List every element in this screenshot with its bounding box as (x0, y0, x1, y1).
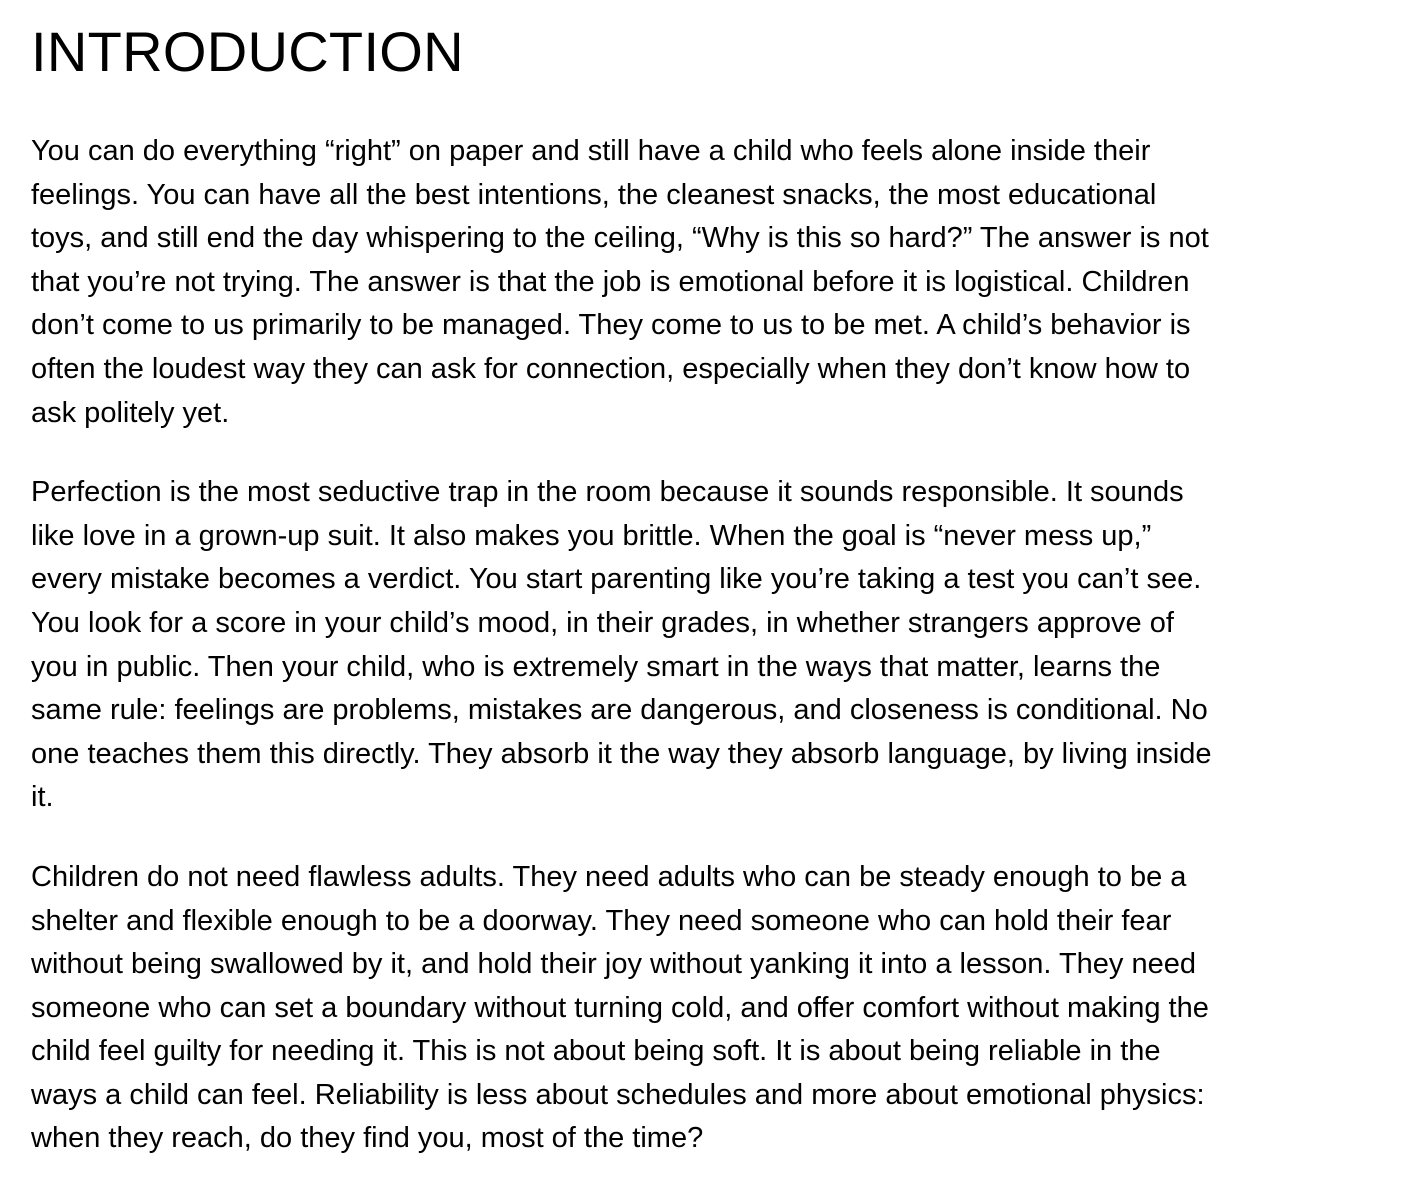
document-title: INTRODUCTION (31, 20, 464, 83)
paragraph-3: Children do not need flawless adults. They need adults who can be steady enough to be a shelter and flexible enough to be a doorway. They need someone who can hold their fear without being swallowed by it, and hold their joy without yanking it into a lesson. They need someone who can set a boundary without turning cold, and offer comfort without making the child feel guilty for needing it. This is not about being soft. It is about being reliable in the ways a child can feel. Reliability is less about schedules and more about emotional physics: when they reach, do they find you, most of the time? (31, 860, 1209, 1155)
paragraph-1: You can do everything “right” on paper and still have a child who feels alone inside their feelings. You can have all the best intentions, the cleanest snacks, the most educational toys, and still end the day whispering to the ceiling, “Why is this so hard?” The answer is not that you’re not trying. The answer is that the job is emotional before it is logistical. Children don’t come to us primarily to be managed. They come to us to be met. A child’s behavior is often the loudest way they can ask for connection, especially when they don’t know how to ask politely yet. (31, 135, 1209, 429)
paragraph-2: Perfection is the most seductive trap in the room because it sounds responsible. It sounds like love in a grown-up suit. It also makes you brittle. When the goal is “never mess up,” every mistake becomes a verdict. You start parenting like you’re taking a test you can’t see. You look for a score in your child’s mood, in their grades, in whether strangers approve of you in public. Then your child, who is extremely smart in the ways that matter, learns the same rule: feelings are problems, mistakes are dangerous, and closeness is conditional. No one teaches them this directly. They absorb it the way they absorb language, by living inside it. (31, 476, 1212, 814)
document-page (31, 0, 1391, 1161)
